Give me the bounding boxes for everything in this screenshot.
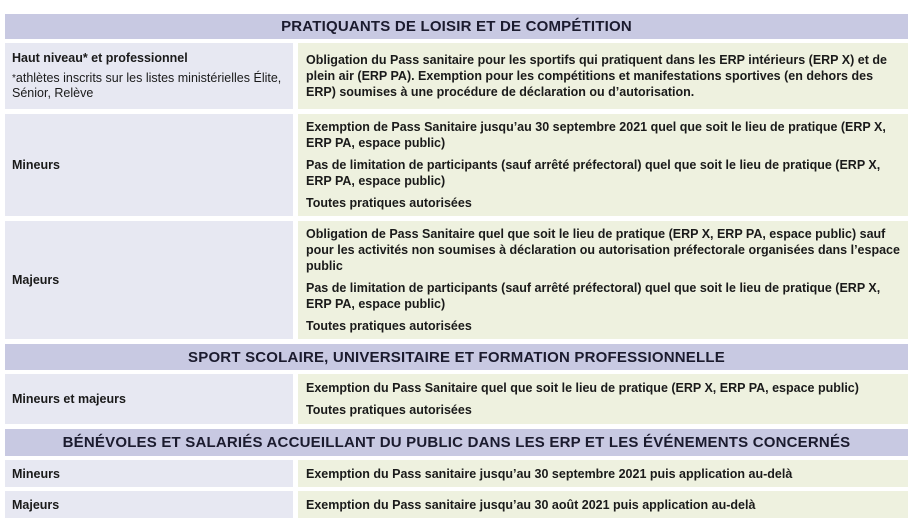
row-footnote	[12, 71, 286, 101]
row-label: Mineurs	[12, 158, 60, 172]
section-title: SPORT SCOLAIRE, UNIVERSITAIRE ET FORMATION PROFESSIONNELLE	[188, 348, 725, 366]
row-label-cell	[5, 43, 293, 109]
row-content-cell	[298, 43, 908, 109]
table-row-mineurs	[5, 114, 908, 216]
table-row-benevoles-mineurs	[5, 460, 908, 487]
row-content-cell	[298, 114, 908, 216]
rule-text: Exemption de Pass Sanitaire jusqu’au 30 septembre 2021 quel que soit le lieu de pratique (ERP X, ERP PA, espace public)	[306, 120, 886, 150]
rule-text: Toutes pratiques autorisées	[306, 196, 472, 210]
row-content-cell	[298, 460, 908, 487]
footnote-marker: *	[12, 73, 16, 84]
row-label-cell	[5, 114, 293, 216]
footnote-text: athlètes inscrits sur les listes ministérielles Élite, Sénior, Relève	[12, 71, 282, 100]
section-title: BÉNÉVOLES ET SALARIÉS ACCUEILLANT DU PUBLIC DANS LES ERP ET LES ÉVÉNEMENTS CONCERNÉS	[62, 434, 851, 451]
rule-text: Toutes pratiques autorisées	[306, 403, 472, 417]
section-header-benevoles-salaries	[5, 429, 908, 456]
rule-text: Pas de limitation de participants (sauf arrêté préfectoral) quel que soit le lieu de pratique (ERP X, ERP PA, espace public)	[306, 281, 881, 311]
table-row-haut-niveau	[5, 43, 908, 109]
table-row-majeurs	[5, 221, 908, 339]
rule-text: Exemption du Pass sanitaire jusqu’au 30 août 2021 puis application au-delà	[306, 497, 756, 512]
row-label-cell	[5, 460, 293, 487]
row-content-cell	[298, 374, 908, 424]
row-label: Majeurs	[12, 497, 60, 512]
row-content-cell	[298, 221, 908, 339]
row-label-cell	[5, 221, 293, 339]
rule-text: Exemption du Pass sanitaire jusqu’au 30 septembre 2021 puis application au-delà	[306, 466, 793, 481]
rule-text: Toutes pratiques autorisées	[306, 319, 472, 333]
rule-text: Obligation de Pass Sanitaire quel que soit le lieu de pratique (ERP X, ERP PA, espace public) sauf pour les activités non soumises à déclaration ou autorisation préfectorale organisées dans l’espace public	[306, 227, 900, 273]
table-row-benevoles-majeurs	[5, 491, 908, 518]
row-label: Mineurs et majeurs	[12, 392, 126, 406]
row-label: Majeurs	[12, 273, 60, 287]
row-content-cell	[298, 491, 908, 518]
rule-text: Obligation du Pass sanitaire pour les sportifs qui pratiquent dans les ERP intérieurs (ERP X) et de plein air (ERP PA). Exemption pour les compétitions et manifestations sportives (en dehors des ERP) soumises à une procédure de déclaration ou d’autorisation.	[306, 53, 887, 99]
section-header-loisir-competition	[5, 14, 908, 39]
section-title: PRATIQUANTS DE LOISIR ET DE COMPÉTITION	[281, 18, 632, 35]
rule-text: Exemption du Pass Sanitaire quel que soit le lieu de pratique (ERP X, ERP PA, espace public)	[306, 381, 859, 395]
table-row-mineurs-majeurs	[5, 374, 908, 424]
row-label-cell	[5, 491, 293, 518]
row-label-cell	[5, 374, 293, 424]
rule-text: Pas de limitation de participants (sauf arrêté préfectoral) quel que soit le lieu de pratique (ERP X, ERP PA, espace public)	[306, 158, 881, 188]
row-label: Mineurs	[12, 466, 60, 481]
row-label: Haut niveau* et professionnel	[12, 51, 188, 65]
section-header-sport-scolaire	[5, 344, 908, 370]
